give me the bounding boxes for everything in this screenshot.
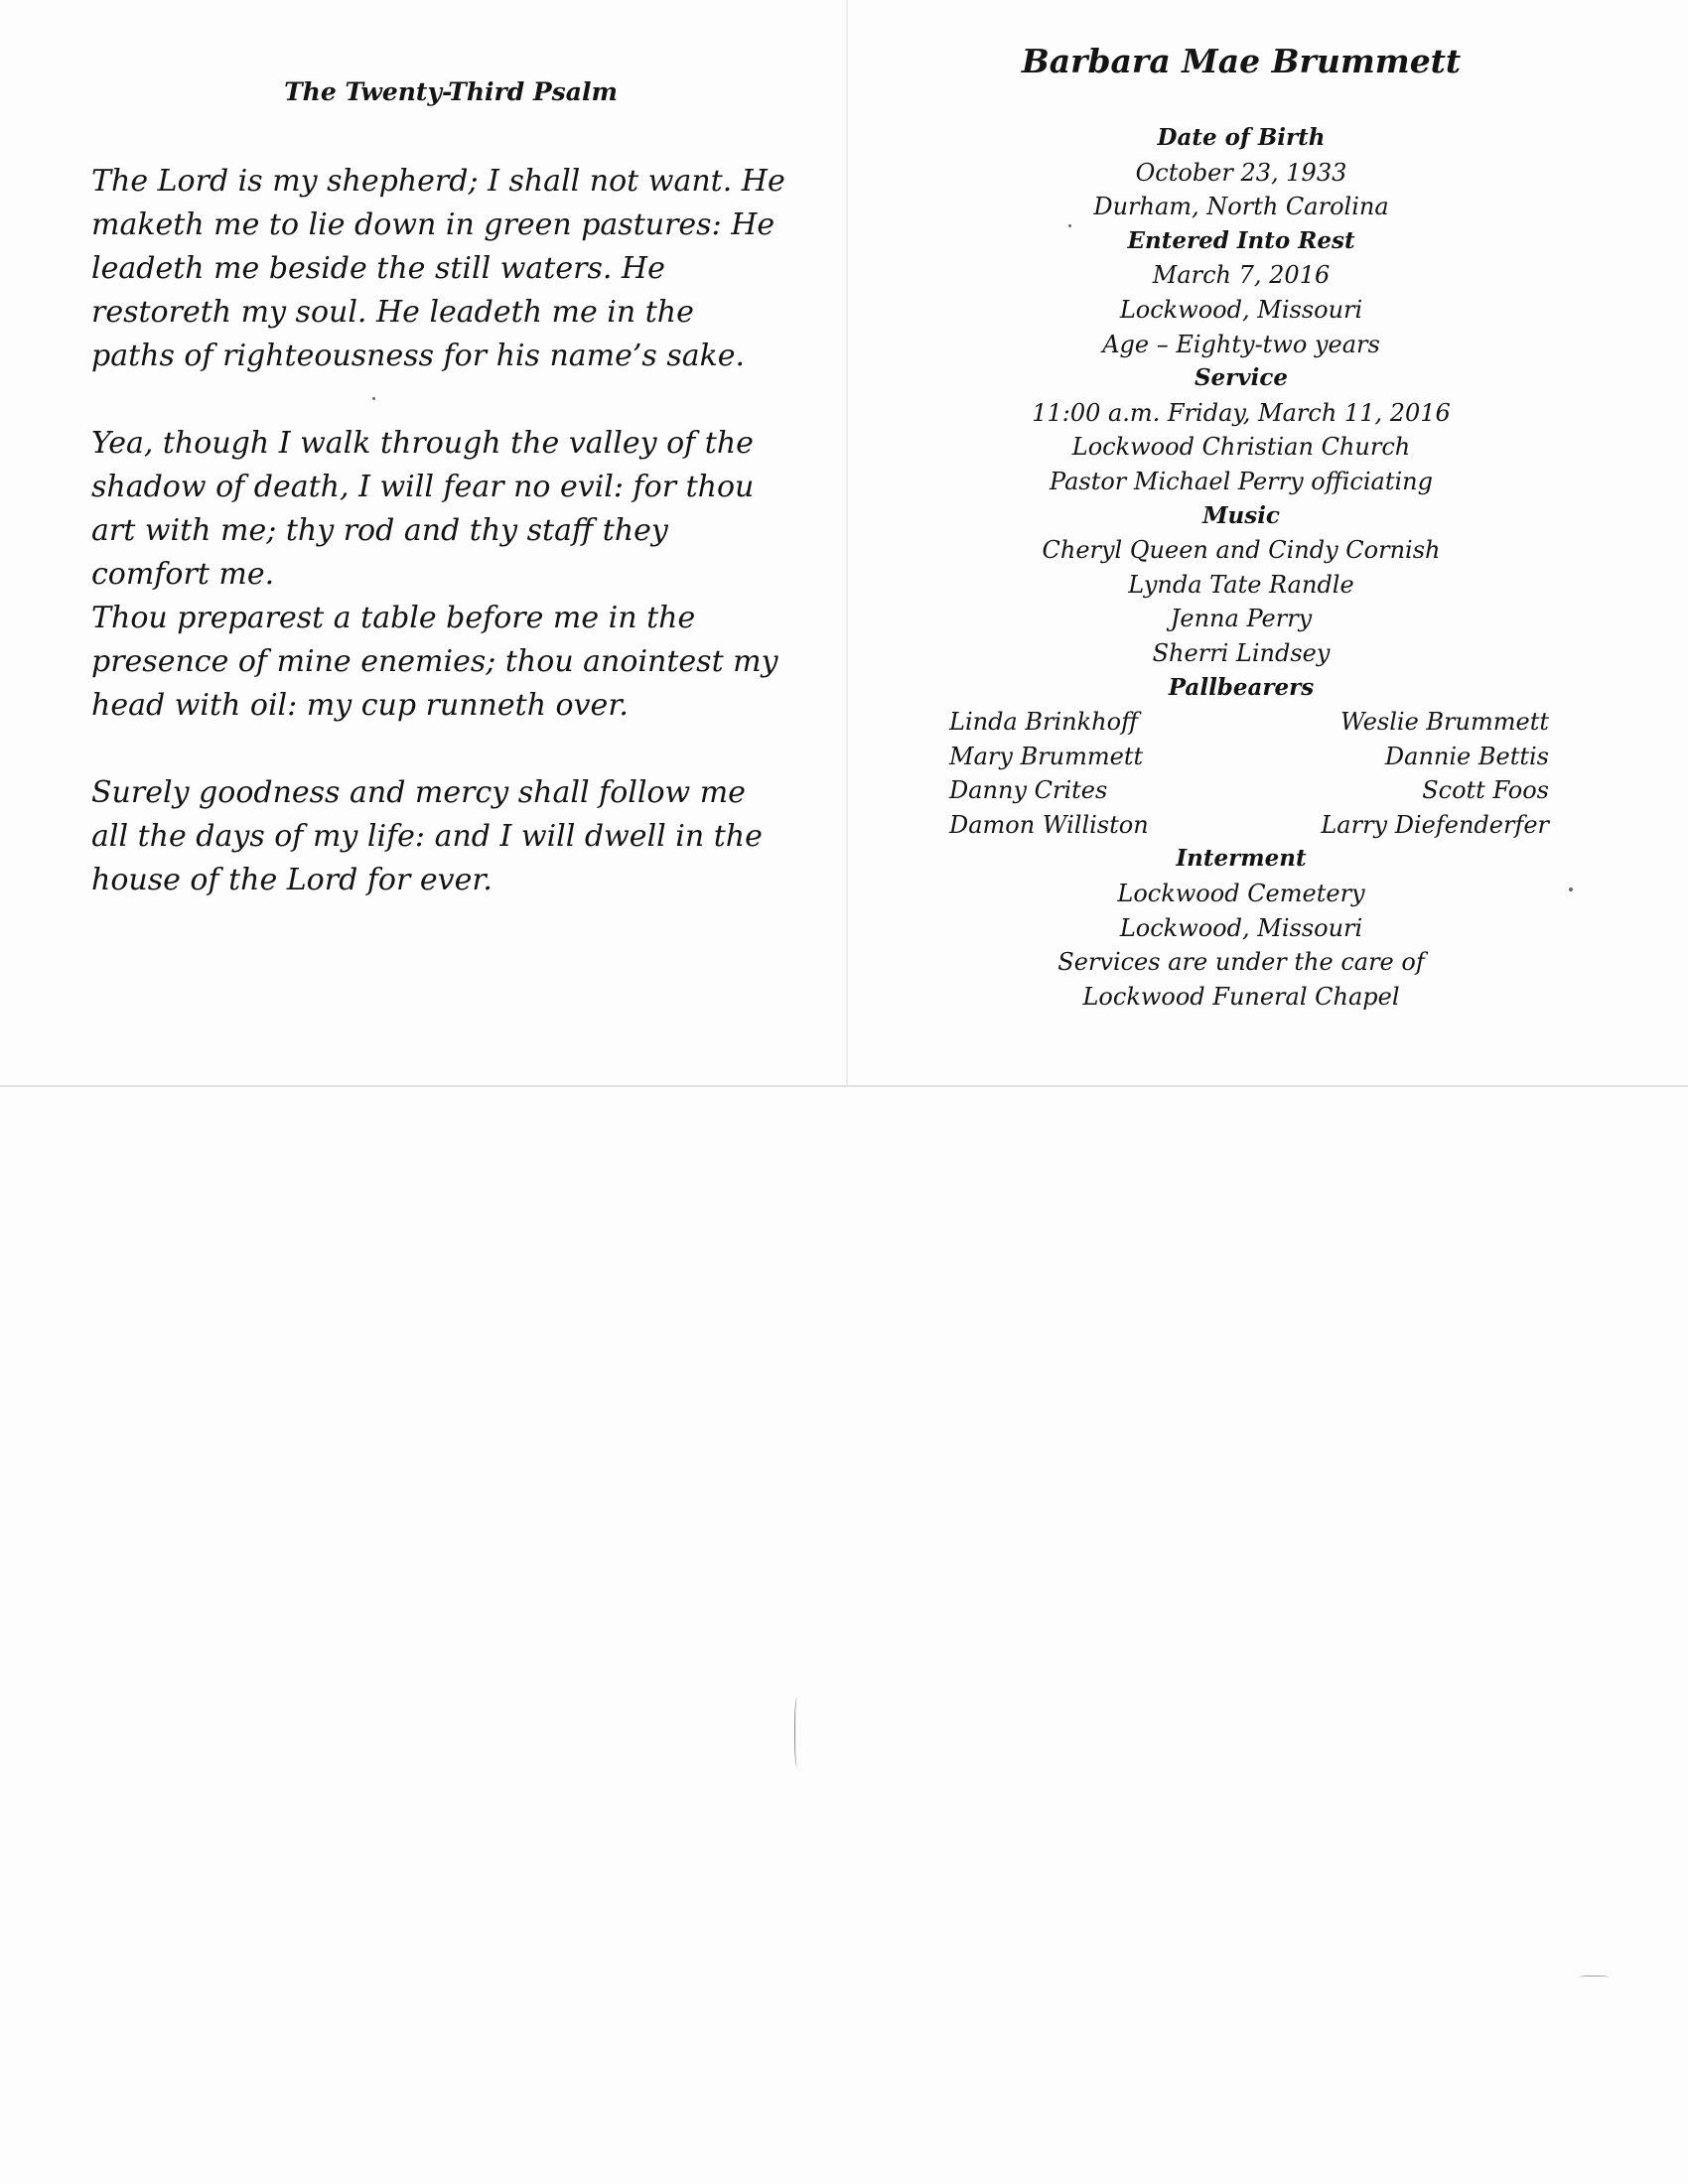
pallbearer-name: Dannie Bettis: [1384, 742, 1549, 770]
music-heading: Music: [1202, 501, 1280, 529]
age-line: Age – Eighty-two years: [1102, 330, 1380, 358]
pallbearer-name: Scott Foos: [1422, 776, 1549, 805]
scan-mark: [1579, 1976, 1609, 1979]
birth-heading: Date of Birth: [1157, 124, 1326, 151]
music-performer: Jenna Perry: [1170, 605, 1313, 633]
psalm-verse-4: Surely goodness and mercy shall follow me all the days of my life: and I will dwell in the house of the Lord for ever.: [91, 775, 763, 897]
music-performer: Sherri Lindsey: [1152, 638, 1331, 667]
rest-date: March 7, 2016: [1152, 261, 1331, 290]
pallbearer-name: Mary Brummett: [949, 742, 1144, 770]
psalm-verse-3: Thou preparest a table before me in the presence of mine enemies; thou anointest my head with oil: my cup runneth over.: [91, 601, 778, 723]
pallbearers-right-column: [1321, 705, 1549, 842]
psalm-title: The Twenty-Third Psalm: [284, 77, 618, 106]
pallbearers-list: [949, 705, 1549, 842]
pallbearers-heading: Pallbearers: [1168, 673, 1315, 701]
music-performer: Cheryl Queen and Cindy Cornish: [1042, 536, 1441, 565]
pallbearer-name: Linda Brinkhoff: [949, 708, 1139, 737]
psalm-panel: [91, 77, 786, 902]
deceased-name: Barbara Mae Brummett: [1021, 42, 1462, 80]
rest-heading: Entered Into Rest: [1127, 226, 1355, 254]
interment-cemetery: Lockwood Cemetery: [1117, 880, 1365, 908]
pallbearer-name: Damon Williston: [949, 810, 1149, 839]
scan-speck: [372, 397, 375, 400]
birth-place: Durham, North Carolina: [1093, 193, 1389, 221]
obituary-panel: [933, 40, 1549, 1014]
scan-speck: [1068, 224, 1071, 227]
pallbearer-name: Danny Crites: [949, 776, 1108, 805]
pallbearer-name: Weslie Brummett: [1340, 708, 1549, 737]
vertical-fold-line: [846, 0, 848, 1085]
rest-place: Lockwood, Missouri: [1119, 295, 1363, 324]
psalm-verse-1: The Lord is my shepherd; I shall not want. He maketh me to lie down in green pastures: He leadeth me beside the still waters. He restoreth my soul. He leadeth me in the paths of righteousness for his name’s sake.: [91, 164, 785, 373]
scan-speck: [1569, 887, 1573, 891]
care-note: Services are under the care of: [1057, 948, 1425, 977]
birth-date: October 23, 1933: [1135, 158, 1347, 187]
horizontal-fold-line: [0, 1085, 1688, 1087]
paragraph-gap: [91, 728, 786, 771]
pallbearers-left-column: [949, 705, 1149, 842]
service-officiant: Pastor Michael Perry officiating: [1050, 467, 1433, 495]
pallbearer-name: Larry Diefenderfer: [1321, 810, 1549, 839]
service-heading: Service: [1194, 364, 1289, 392]
interment-heading: Interment: [1176, 845, 1307, 873]
service-time: 11:00 a.m. Friday, March 11, 2016: [1032, 398, 1451, 427]
funeral-home: Lockwood Funeral Chapel: [1082, 982, 1400, 1011]
service-location: Lockwood Christian Church: [1071, 433, 1411, 462]
paragraph-gap: [91, 378, 786, 422]
interment-place: Lockwood, Missouri: [1119, 913, 1363, 942]
psalm-verse-2: Yea, though I walk through the valley of the shadow of death, I will fear no evil: for thou art with me; thy rod and thy staff they comfort me.: [91, 426, 755, 592]
music-performer: Lynda Tate Randle: [1128, 570, 1354, 599]
scan-mark: [794, 1698, 801, 1767]
